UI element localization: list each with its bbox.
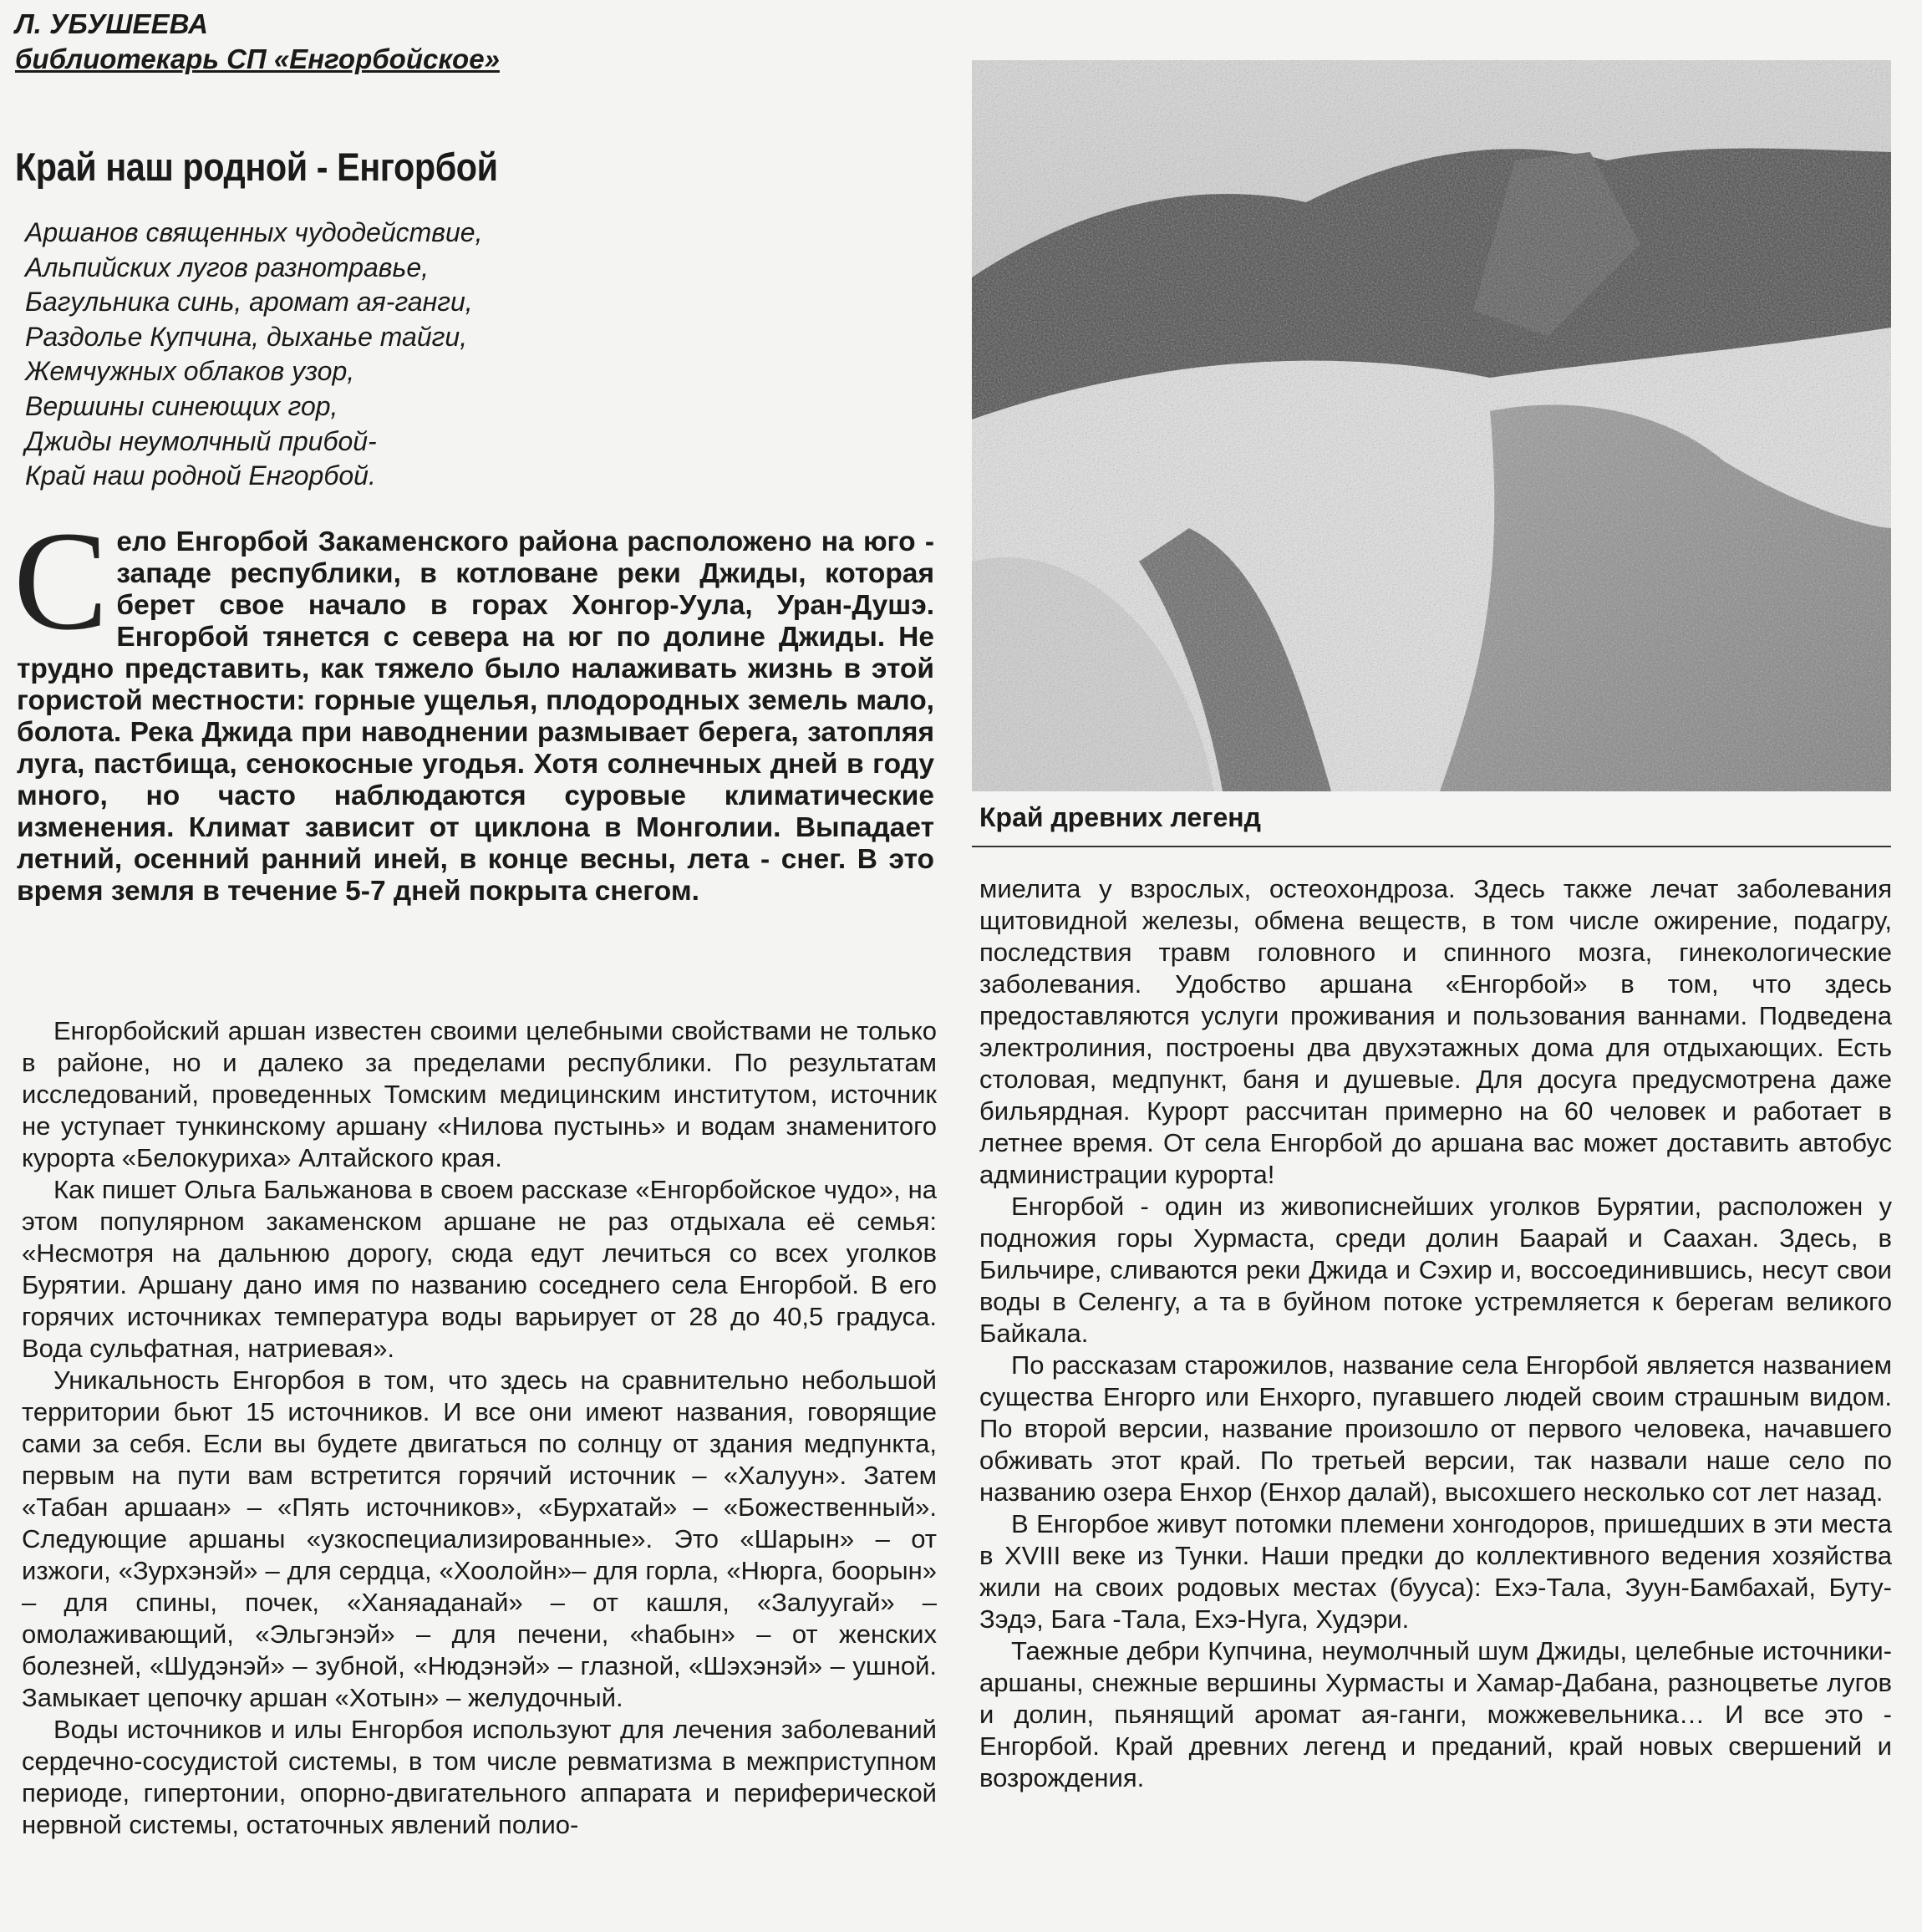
left-column — [22, 1015, 937, 1841]
poem-line: Вершины синеющих гор, — [25, 390, 338, 421]
body-paragraph: Воды источников и илы Енгорбоя используют для лечения заболеваний сердечно-сосудистой системы, в том числе ревматизма в межприступном периоде, гипертонии, опорно-двигательного аппарата и периферической нервной системы, остаточных явлений полио- — [22, 1715, 937, 1839]
body-paragraph: миелита у взрослых, остеохондроза. Здесь также лечат заболевания щитовидной железы, обмена веществ, в том числе ожирение, подагру, последствия травм головного и спинного мозга, гинекологические заболевания. Удобство аршана «Енгорбой» в том, что здесь предоставляются услуги проживания и пользования ваннами. Подведена электролиния, построены два двухэтажных дома для отдыхающих. Есть столовая, медпункт, баня и душевые. Для досуга предусмотрена даже бильярдная. Курорт рассчитан примерно на 60 человек и работает в летнее время. От села Енгорбой до аршана вас может доставить автобус администрации курорта! — [979, 874, 1892, 1189]
poem-line: Альпийских лугов разнотравье, — [25, 252, 429, 282]
body-paragraph: По рассказам старожилов, название села Енгорбой является названием существа Енгорго или Енхорго, пугавшего людей своим страшным видом. По второй версии, название произошло от первого человека, начавшего обживать этот край. По третьей версии, так назвали наше село по названию озера Енхор (Енхор далай), высохшего несколько сот лет назад. — [979, 1350, 1892, 1507]
poem-line: Джиды неумолчный прибой- — [25, 425, 377, 456]
poem-line: Багульника синь, аромат ая-ганги, — [25, 287, 473, 318]
poem-line: Раздолье Купчина, дыханье тайги, — [25, 321, 468, 352]
body-paragraph: В Енгорбое живут потомки племени хонгодоров, пришедших в эти места в XVIII веке из Тунки. Наши предки до коллективного ведения хозяйства жили на своих родовых местах (бууса): Ехэ-Тала, Зуун-Бамбахай, Буту-Зэдэ, Бага -Тала, Ехэ-Нуга, Худэри. — [979, 1509, 1892, 1634]
epigraph-poem — [25, 216, 482, 494]
drop-cap: С — [13, 502, 109, 659]
poem-line: Жемчужных облаков узор, — [25, 356, 355, 387]
body-paragraph: Уникальность Енгорбоя в том, что здесь на сравнительно небольшой территории бьют 15 источников. И все они имеют названия, говорящие сами за себя. Если вы будете двигаться по солнцу от здания медпункта, первым на пути вам встретится горячий источник – «Халуун». Затем «Табан аршаан» – «Пять источников», «Бурхатай» – «Божественный». Следующие аршаны «узкоспециализированные». Это «Шарын» – от изжоги, «Зурхэнэй» – для сердца, «Хоолойн»– для горла, «Нюрга, боорын» – для спины, почек, «Ханяаданай» – от кашля, «Залуугай» – омолаживающий, «Эльгэнэй» – для печени, «hабын» – от женских болезней, «Шудэнэй» – зубной, «Нюдэнэй» – глазной, «Шэхэнэй» – ушной. Замыкает цепочку аршан «Хотын» – желудочный. — [22, 1365, 937, 1712]
landscape-photo-image — [972, 60, 1891, 791]
poem-line: Аршанов священных чудодействие, — [25, 217, 483, 247]
article-headline: Край наш родной - Енгорбой — [15, 145, 498, 189]
author-role: библиотекарь СП «Енгорбойское» — [15, 43, 500, 74]
lead-paragraph — [13, 502, 934, 908]
right-column — [979, 873, 1892, 1794]
lead-text: ело Енгорбой Закаменского района расположено на юго - западе республики, в котловане реки Джиды, которая берет свое начало в горах Хонгор-Уула, Уран-Душэ. Енгорбой тянется с севера на юг по долине Джиды. Не трудно представить, как тяжело было налаживать жизнь в этой гористой местности: горные ущелья, плодородных земель мало, болота. Река Джида при наводнении размывает берега, затопляя луга, пастбища, сенокосные угодья. Хотя солнечных дней в году много, но часто наблюдаются суровые климатические изменения. Климат зависит от циклона в Монголии. Выпадает летний, осенний ранний иней, в конце весны, лета - снег. В это время земля в течение 5-7 дней покрыта снегом. — [17, 526, 934, 907]
body-paragraph: Енгорбойский аршан известен своими целебными свойствами не только в районе, но и далеко за пределами республики. По результатам исследований, проведенных Томским медицинским институтом, источник не уступает тункинскому аршану «Нилова пустынь» и водам знаменитого курорта «Белокуриха» Алтайского края. — [22, 1016, 937, 1172]
landscape-photo — [972, 60, 1891, 791]
poem-line: Край наш родной Енгорбой. — [25, 460, 376, 491]
author-name: Л. УБУШЕЕВА — [15, 8, 208, 39]
body-paragraph: Как пишет Ольга Бальжанова в своем рассказе «Енгорбойское чудо», на этом популярном закаменском аршане не раз отдыхала её семья: «Несмотря на дальнюю дорогу, сюда едут лечиться со всех уголков Бурятии. Аршану дано имя по названию соседнего села Енгорбой. В его горячих источниках температура воды варьирует от 28 до 40,5 градуса. Вода сульфатная, натриевая». — [22, 1175, 937, 1363]
body-paragraph: Енгорбой - один из живописнейших уголков Бурятии, расположен у подножия горы Хурмаста, среди долин Баарай и Саахан. Здесь, в Бильчире, сливаются реки Джида и Сэхир и, воссоединившись, несут свои воды в Селенгу, а та в буйном потоке устремляется к берегам великого Байкала. — [979, 1192, 1892, 1348]
caption-divider — [972, 846, 1891, 847]
body-paragraph: Таежные дебри Купчина, неумолчный шум Джиды, целебные источники-аршаны, снежные вершины Хурмасты и Хамар-Дабана, разноцветье лугов и долин, пьянящий аромат ая-ганги, можжевельника… И все это - Енгорбой. Край древних легенд и преданий, край новых свершений и возрождения. — [979, 1636, 1892, 1792]
photo-caption: Край древних легенд — [979, 802, 1261, 832]
